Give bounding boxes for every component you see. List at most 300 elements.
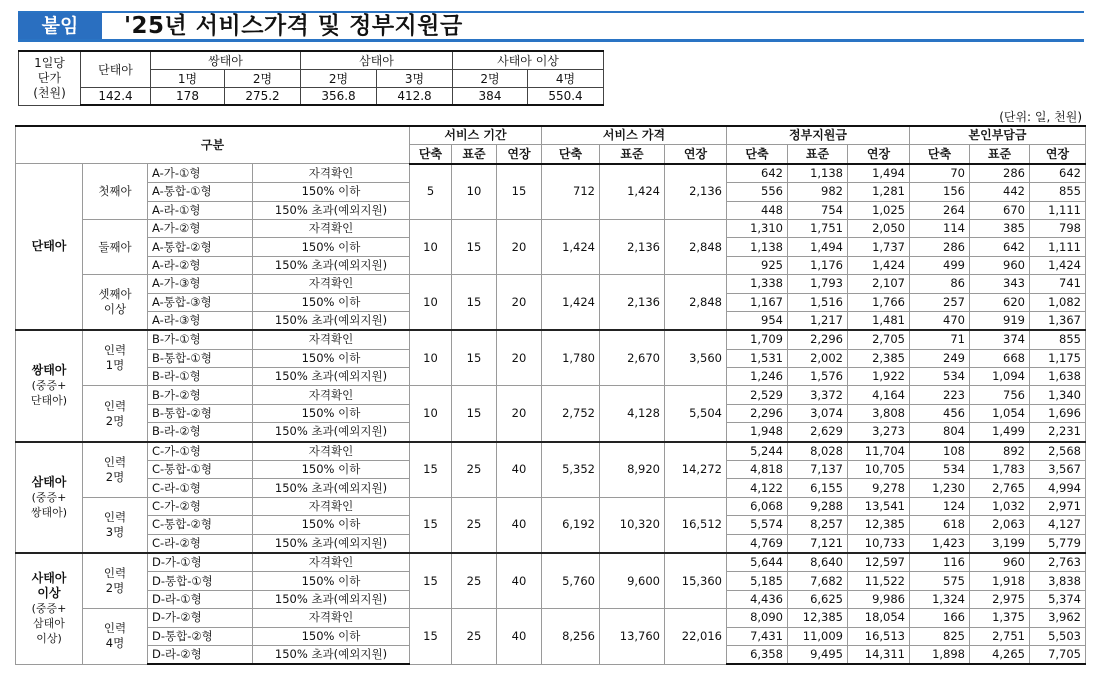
unit-note: (단위: 일, 천원) xyxy=(999,110,1082,124)
income-condition: 150% 초과(예외지원) xyxy=(253,645,410,664)
self-pay-value: 1,783 xyxy=(970,461,1030,479)
self-pay-value: 264 xyxy=(910,201,970,219)
self-pay-header: 본인부담금 xyxy=(910,126,1086,145)
service-period-value: 10 xyxy=(410,330,452,386)
gov-support-value: 7,682 xyxy=(788,572,848,590)
service-period-value: 10 xyxy=(452,164,497,220)
self-pay-value: 668 xyxy=(970,349,1030,367)
income-condition: 150% 초과(예외지원) xyxy=(253,368,410,386)
service-price-value: 15,360 xyxy=(665,553,727,609)
self-pay-value: 5,503 xyxy=(1030,627,1086,645)
self-pay-value: 2,231 xyxy=(1030,423,1086,442)
service-type: B-가-①형 xyxy=(148,330,253,349)
service-price-value: 2,670 xyxy=(600,330,665,386)
group-label-cell xyxy=(16,442,83,553)
service-type: C-통합-②형 xyxy=(148,516,253,534)
service-type: D-라-①형 xyxy=(148,590,253,608)
gov-support-value: 7,137 xyxy=(788,461,848,479)
service-price-value: 4,128 xyxy=(600,386,665,442)
service-period-value: 10 xyxy=(410,219,452,274)
gov-support-value: 9,495 xyxy=(788,645,848,664)
sub-header-short: 단축 xyxy=(410,145,452,164)
gov-support-value: 1,948 xyxy=(727,423,788,442)
header-bottom-rule xyxy=(18,39,1084,42)
daily-single-label: 단태아 xyxy=(81,51,151,88)
self-pay-value: 855 xyxy=(1030,330,1086,349)
gov-support-value: 8,257 xyxy=(788,516,848,534)
service-type: A-라-①형 xyxy=(148,201,253,219)
self-pay-value: 5,779 xyxy=(1030,534,1086,553)
gov-support-value: 4,122 xyxy=(727,479,788,497)
sub-header-extended: 연장 xyxy=(665,145,727,164)
service-period-value: 40 xyxy=(497,553,542,609)
group-note: (중증+ 단태아) xyxy=(30,379,68,408)
gov-support-value: 2,296 xyxy=(727,404,788,422)
gov-support-value: 10,733 xyxy=(848,534,910,553)
self-pay-value: 575 xyxy=(910,572,970,590)
self-pay-value: 4,265 xyxy=(970,645,1030,664)
self-pay-value: 756 xyxy=(970,386,1030,404)
gov-support-value: 1,138 xyxy=(727,238,788,256)
sub-header-extended: 연장 xyxy=(1030,145,1086,164)
self-pay-value: 1,423 xyxy=(910,534,970,553)
self-pay-value: 1,230 xyxy=(910,479,970,497)
sub-header-standard: 표준 xyxy=(970,145,1030,164)
self-pay-value: 2,063 xyxy=(970,516,1030,534)
group-label-cell xyxy=(16,330,83,441)
group-label: 단태아 xyxy=(31,239,67,254)
gov-support-value: 1,737 xyxy=(848,238,910,256)
income-condition: 150% 이하 xyxy=(253,627,410,645)
service-period-value: 20 xyxy=(497,275,542,331)
category-header: 구분 xyxy=(16,126,410,164)
sub-header-short: 단축 xyxy=(910,145,970,164)
service-period-value: 25 xyxy=(452,442,497,498)
gov-support-value: 754 xyxy=(788,201,848,219)
self-pay-value: 3,199 xyxy=(970,534,1030,553)
self-pay-value: 4,127 xyxy=(1030,516,1086,534)
sub-header-standard: 표준 xyxy=(600,145,665,164)
income-condition: 150% 초과(예외지원) xyxy=(253,534,410,553)
gov-support-value: 954 xyxy=(727,311,788,330)
service-price-value: 8,256 xyxy=(542,609,600,665)
service-price-value: 3,560 xyxy=(665,330,727,386)
self-pay-value: 156 xyxy=(910,183,970,201)
service-price-value: 1,424 xyxy=(600,164,665,220)
daily-price-table xyxy=(18,50,604,106)
gov-support-value: 6,625 xyxy=(788,590,848,608)
gov-support-value: 2,385 xyxy=(848,349,910,367)
service-period-value: 20 xyxy=(497,219,542,274)
self-pay-value: 534 xyxy=(910,368,970,386)
income-condition: 자격확인 xyxy=(253,497,410,515)
subgroup-label: 첫째아 xyxy=(83,164,148,220)
self-pay-value: 1,696 xyxy=(1030,404,1086,422)
gov-support-value: 4,818 xyxy=(727,461,788,479)
sub-header-short: 단축 xyxy=(542,145,600,164)
gov-support-value: 1,531 xyxy=(727,349,788,367)
income-condition: 150% 이하 xyxy=(253,404,410,422)
gov-support-value: 14,311 xyxy=(848,645,910,664)
sub-header-short: 단축 xyxy=(727,145,788,164)
table-row xyxy=(16,275,1086,293)
service-price-value: 2,752 xyxy=(542,386,600,442)
gov-support-value: 1,424 xyxy=(848,256,910,274)
service-period-value: 10 xyxy=(410,275,452,331)
service-type: C-라-①형 xyxy=(148,479,253,497)
self-pay-value: 741 xyxy=(1030,275,1086,293)
income-condition: 자격확인 xyxy=(253,442,410,461)
service-type: A-가-③형 xyxy=(148,275,253,293)
subgroup-label: 인력 2명 xyxy=(83,553,148,609)
service-period-value: 5 xyxy=(410,164,452,220)
gov-support-value: 3,372 xyxy=(788,386,848,404)
service-price-value: 5,352 xyxy=(542,442,600,498)
gov-support-value: 1,922 xyxy=(848,368,910,386)
service-type: B-라-①형 xyxy=(148,368,253,386)
income-condition: 150% 초과(예외지원) xyxy=(253,256,410,274)
service-price-value: 22,016 xyxy=(665,609,727,665)
table-row xyxy=(16,330,1086,349)
service-period-value: 40 xyxy=(497,609,542,665)
service-price-value: 13,760 xyxy=(600,609,665,665)
gov-support-value: 9,278 xyxy=(848,479,910,497)
self-pay-value: 1,898 xyxy=(910,645,970,664)
daily-value: 275.2 xyxy=(225,88,301,106)
income-condition: 자격확인 xyxy=(253,164,410,183)
self-pay-value: 3,567 xyxy=(1030,461,1086,479)
subgroup-label: 인력 2명 xyxy=(83,442,148,498)
gov-support-value: 6,068 xyxy=(727,497,788,515)
daily-value: 384 xyxy=(453,88,528,106)
self-pay-value: 960 xyxy=(970,256,1030,274)
service-period-value: 40 xyxy=(497,497,542,553)
self-pay-value: 798 xyxy=(1030,219,1086,237)
income-condition: 150% 이하 xyxy=(253,238,410,256)
gov-support-value: 1,281 xyxy=(848,183,910,201)
income-condition: 150% 초과(예외지원) xyxy=(253,423,410,442)
service-type: C-라-②형 xyxy=(148,534,253,553)
self-pay-value: 1,111 xyxy=(1030,201,1086,219)
table-row xyxy=(16,442,1086,461)
daily-sub-label: 3명 xyxy=(377,70,453,88)
self-pay-value: 534 xyxy=(910,461,970,479)
self-pay-value: 5,374 xyxy=(1030,590,1086,608)
service-type: C-가-②형 xyxy=(148,497,253,515)
gov-support-value: 5,644 xyxy=(727,553,788,572)
self-pay-value: 2,763 xyxy=(1030,553,1086,572)
group-label-cell xyxy=(16,553,83,664)
attachment-badge: 붙임 xyxy=(18,13,102,39)
service-type: C-통합-①형 xyxy=(148,461,253,479)
income-condition: 자격확인 xyxy=(253,553,410,572)
service-price-value: 9,600 xyxy=(600,553,665,609)
self-pay-value: 1,918 xyxy=(970,572,1030,590)
service-type: A-라-③형 xyxy=(148,311,253,330)
self-pay-value: 618 xyxy=(910,516,970,534)
self-pay-value: 825 xyxy=(910,627,970,645)
self-pay-value: 343 xyxy=(970,275,1030,293)
gov-support-value: 1,766 xyxy=(848,293,910,311)
income-condition: 150% 이하 xyxy=(253,516,410,534)
daily-value: 142.4 xyxy=(81,88,151,106)
gov-support-value: 5,244 xyxy=(727,442,788,461)
self-pay-value: 1,032 xyxy=(970,497,1030,515)
service-period-value: 20 xyxy=(497,386,542,442)
income-condition: 150% 이하 xyxy=(253,183,410,201)
gov-support-value: 13,541 xyxy=(848,497,910,515)
daily-value: 178 xyxy=(151,88,225,106)
gov-support-value: 18,054 xyxy=(848,609,910,627)
gov-support-value: 1,338 xyxy=(727,275,788,293)
self-pay-value: 442 xyxy=(970,183,1030,201)
gov-support-value: 12,597 xyxy=(848,553,910,572)
service-type: D-통합-①형 xyxy=(148,572,253,590)
daily-row-label: 1일당 단가 (천원) xyxy=(19,51,81,105)
self-pay-value: 670 xyxy=(970,201,1030,219)
income-condition: 150% 이하 xyxy=(253,461,410,479)
gov-support-value: 2,050 xyxy=(848,219,910,237)
self-pay-value: 1,094 xyxy=(970,368,1030,386)
group-label: 삼태아 xyxy=(31,474,67,489)
service-price-value: 2,848 xyxy=(665,275,727,331)
sub-header-extended: 연장 xyxy=(497,145,542,164)
self-pay-value: 804 xyxy=(910,423,970,442)
self-pay-value: 257 xyxy=(910,293,970,311)
service-type: B-라-②형 xyxy=(148,423,253,442)
gov-support-value: 5,185 xyxy=(727,572,788,590)
daily-sub-label: 2명 xyxy=(453,70,528,88)
gov-support-value: 1,494 xyxy=(788,238,848,256)
gov-support-value: 1,217 xyxy=(788,311,848,330)
gov-support-value: 556 xyxy=(727,183,788,201)
gov-support-value: 8,028 xyxy=(788,442,848,461)
self-pay-value: 223 xyxy=(910,386,970,404)
service-type: B-통합-①형 xyxy=(148,349,253,367)
service-price-value: 16,512 xyxy=(665,497,727,553)
service-price-value: 2,136 xyxy=(665,164,727,220)
self-pay-value: 1,111 xyxy=(1030,238,1086,256)
gov-support-value: 2,002 xyxy=(788,349,848,367)
gov-support-value: 1,176 xyxy=(788,256,848,274)
daily-value: 412.8 xyxy=(377,88,453,106)
service-price-value: 712 xyxy=(542,164,600,220)
gov-support-value: 9,288 xyxy=(788,497,848,515)
self-pay-value: 1,324 xyxy=(910,590,970,608)
self-pay-value: 1,367 xyxy=(1030,311,1086,330)
income-condition: 자격확인 xyxy=(253,330,410,349)
daily-value: 356.8 xyxy=(301,88,377,106)
gov-support-value: 8,090 xyxy=(727,609,788,627)
gov-support-value: 2,629 xyxy=(788,423,848,442)
self-pay-value: 166 xyxy=(910,609,970,627)
self-pay-value: 456 xyxy=(910,404,970,422)
service-period-value: 40 xyxy=(497,442,542,498)
subgroup-label: 인력 1명 xyxy=(83,330,148,386)
self-pay-value: 286 xyxy=(910,238,970,256)
gov-support-value: 3,808 xyxy=(848,404,910,422)
service-period-value: 15 xyxy=(410,609,452,665)
income-condition: 자격확인 xyxy=(253,275,410,293)
gov-support-value: 1,481 xyxy=(848,311,910,330)
self-pay-value: 2,568 xyxy=(1030,442,1086,461)
gov-support-value: 4,164 xyxy=(848,386,910,404)
service-price-value: 5,760 xyxy=(542,553,600,609)
subgroup-label: 둘째아 xyxy=(83,219,148,274)
service-period-value: 20 xyxy=(497,330,542,386)
service-type: A-통합-②형 xyxy=(148,238,253,256)
service-price-value: 2,848 xyxy=(665,219,727,274)
service-period-value: 25 xyxy=(452,553,497,609)
gov-support-value: 7,431 xyxy=(727,627,788,645)
gov-support-value: 1,576 xyxy=(788,368,848,386)
self-pay-value: 114 xyxy=(910,219,970,237)
service-period-value: 10 xyxy=(410,386,452,442)
gov-support-value: 1,246 xyxy=(727,368,788,386)
service-price-table xyxy=(15,125,1086,665)
table-row xyxy=(16,219,1086,237)
table-row xyxy=(16,497,1086,515)
service-type: D-가-①형 xyxy=(148,553,253,572)
gov-support-value: 11,704 xyxy=(848,442,910,461)
daily-value: 550.4 xyxy=(528,88,604,106)
gov-support-value: 1,025 xyxy=(848,201,910,219)
self-pay-value: 286 xyxy=(970,164,1030,183)
income-condition: 150% 이하 xyxy=(253,293,410,311)
gov-support-value: 1,494 xyxy=(848,164,910,183)
gov-support-value: 1,793 xyxy=(788,275,848,293)
service-period-value: 15 xyxy=(410,497,452,553)
sub-header-extended: 연장 xyxy=(848,145,910,164)
self-pay-value: 892 xyxy=(970,442,1030,461)
table-row xyxy=(16,553,1086,572)
self-pay-value: 3,962 xyxy=(1030,609,1086,627)
gov-support-value: 1,516 xyxy=(788,293,848,311)
daily-sub-label: 4명 xyxy=(528,70,604,88)
gov-support-value: 982 xyxy=(788,183,848,201)
table-row xyxy=(16,386,1086,404)
income-condition: 150% 초과(예외지원) xyxy=(253,201,410,219)
service-price-value: 6,192 xyxy=(542,497,600,553)
service-type: A-라-②형 xyxy=(148,256,253,274)
service-type: D-가-②형 xyxy=(148,609,253,627)
income-condition: 150% 초과(예외지원) xyxy=(253,590,410,608)
income-condition: 자격확인 xyxy=(253,386,410,404)
self-pay-value: 374 xyxy=(970,330,1030,349)
gov-support-value: 11,009 xyxy=(788,627,848,645)
service-price-value: 5,504 xyxy=(665,386,727,442)
group-note: (중증+ 삼태아 이상) xyxy=(31,602,67,646)
service-type: A-통합-①형 xyxy=(148,183,253,201)
gov-support-value: 16,513 xyxy=(848,627,910,645)
service-price-value: 10,320 xyxy=(600,497,665,553)
self-pay-value: 249 xyxy=(910,349,970,367)
service-period-value: 15 xyxy=(497,164,542,220)
service-type: B-가-②형 xyxy=(148,386,253,404)
price-header: 서비스 가격 xyxy=(542,126,727,145)
service-price-value: 1,424 xyxy=(542,275,600,331)
service-period-value: 15 xyxy=(452,386,497,442)
gov-support-header: 정부지원금 xyxy=(727,126,910,145)
gov-support-value: 1,709 xyxy=(727,330,788,349)
daily-sub-label: 1명 xyxy=(151,70,225,88)
gov-support-value: 8,640 xyxy=(788,553,848,572)
subgroup-label: 인력 2명 xyxy=(83,386,148,442)
daily-group-label: 사태아 이상 xyxy=(453,51,604,70)
service-period-value: 15 xyxy=(452,219,497,274)
self-pay-value: 919 xyxy=(970,311,1030,330)
service-price-value: 2,136 xyxy=(600,219,665,274)
self-pay-value: 108 xyxy=(910,442,970,461)
income-condition: 자격확인 xyxy=(253,219,410,237)
self-pay-value: 470 xyxy=(910,311,970,330)
gov-support-value: 448 xyxy=(727,201,788,219)
self-pay-value: 1,082 xyxy=(1030,293,1086,311)
service-type: A-가-②형 xyxy=(148,219,253,237)
sub-header-standard: 표준 xyxy=(452,145,497,164)
group-label: 쌍태아 xyxy=(31,363,67,378)
self-pay-value: 70 xyxy=(910,164,970,183)
gov-support-value: 3,273 xyxy=(848,423,910,442)
service-price-rows xyxy=(16,164,1086,665)
self-pay-value: 2,765 xyxy=(970,479,1030,497)
gov-support-value: 9,986 xyxy=(848,590,910,608)
daily-group-label: 삼태아 xyxy=(301,51,453,70)
self-pay-value: 620 xyxy=(970,293,1030,311)
gov-support-value: 12,385 xyxy=(848,516,910,534)
table-row xyxy=(16,164,1086,183)
self-pay-value: 2,971 xyxy=(1030,497,1086,515)
self-pay-value: 1,499 xyxy=(970,423,1030,442)
gov-support-value: 5,574 xyxy=(727,516,788,534)
income-condition: 150% 이하 xyxy=(253,572,410,590)
gov-support-value: 1,310 xyxy=(727,219,788,237)
income-condition: 자격확인 xyxy=(253,609,410,627)
service-price-value: 1,424 xyxy=(542,219,600,274)
gov-support-value: 10,705 xyxy=(848,461,910,479)
self-pay-value: 1,375 xyxy=(970,609,1030,627)
gov-support-value: 1,751 xyxy=(788,219,848,237)
daily-sub-label: 2명 xyxy=(301,70,377,88)
gov-support-value: 2,296 xyxy=(788,330,848,349)
service-type: D-통합-②형 xyxy=(148,627,253,645)
daily-sub-label: 2명 xyxy=(225,70,301,88)
gov-support-value: 12,385 xyxy=(788,609,848,627)
self-pay-value: 71 xyxy=(910,330,970,349)
service-type: A-통합-③형 xyxy=(148,293,253,311)
self-pay-value: 1,424 xyxy=(1030,256,1086,274)
subgroup-label: 셋째아 이상 xyxy=(83,275,148,331)
self-pay-value: 642 xyxy=(970,238,1030,256)
self-pay-value: 86 xyxy=(910,275,970,293)
gov-support-value: 3,074 xyxy=(788,404,848,422)
self-pay-value: 960 xyxy=(970,553,1030,572)
service-period-value: 15 xyxy=(410,442,452,498)
service-price-value: 14,272 xyxy=(665,442,727,498)
service-period-value: 25 xyxy=(452,497,497,553)
self-pay-value: 2,975 xyxy=(970,590,1030,608)
gov-support-value: 925 xyxy=(727,256,788,274)
service-type: A-가-①형 xyxy=(148,164,253,183)
gov-support-value: 11,522 xyxy=(848,572,910,590)
self-pay-value: 1,054 xyxy=(970,404,1030,422)
gov-support-value: 2,705 xyxy=(848,330,910,349)
self-pay-value: 855 xyxy=(1030,183,1086,201)
self-pay-value: 116 xyxy=(910,553,970,572)
group-note: (중증+ 쌍태아) xyxy=(30,490,68,519)
gov-support-value: 7,121 xyxy=(788,534,848,553)
service-period-value: 25 xyxy=(452,609,497,665)
